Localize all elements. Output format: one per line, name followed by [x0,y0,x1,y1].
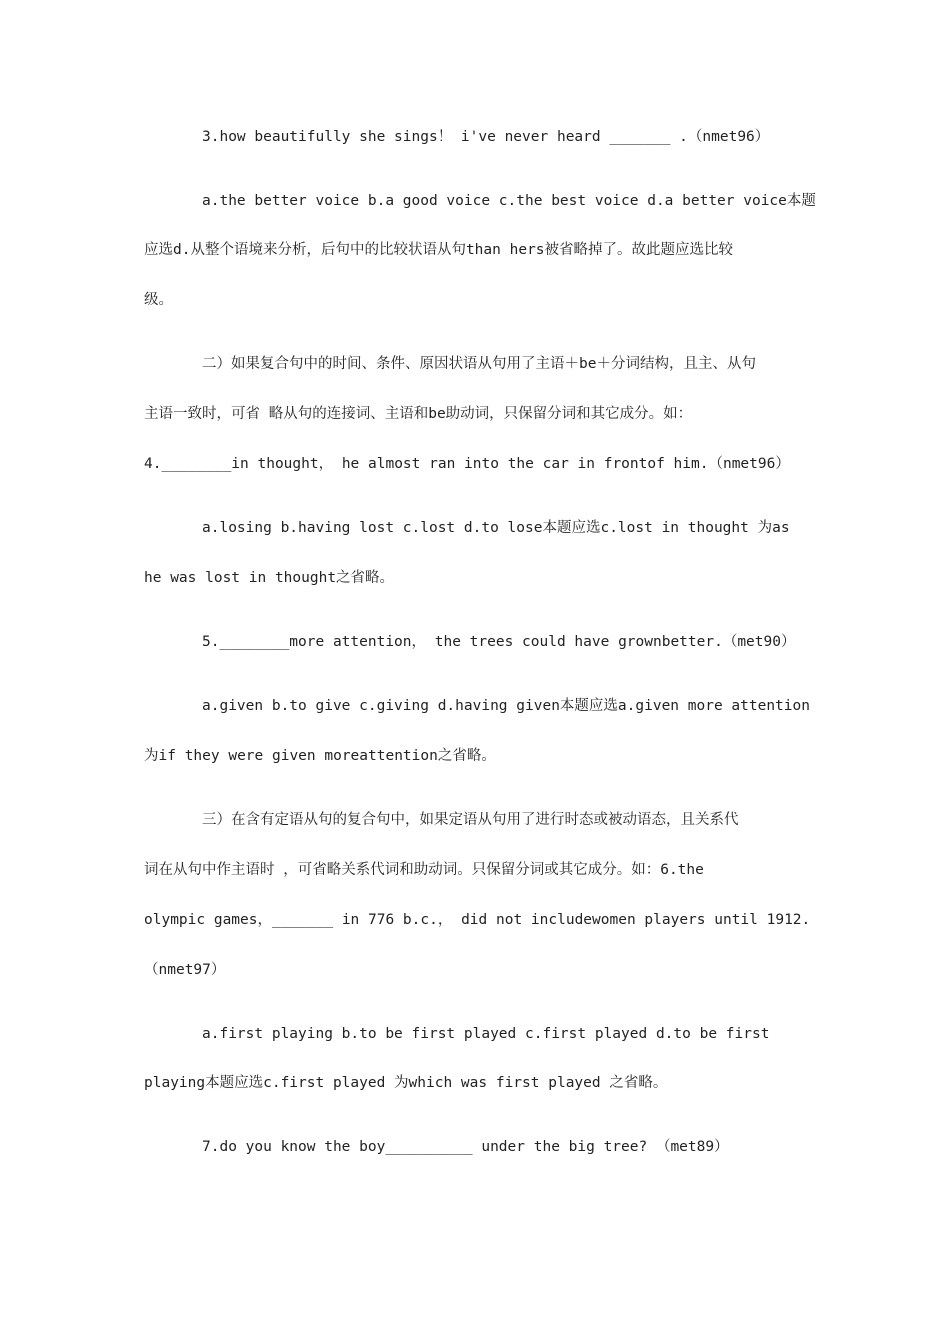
question-5: 5.________more attention， the trees could have grownbetter.（met90） [202,634,796,650]
rule-2-continued: 主语一致时，可省 略从句的连接词、主语和be助动词，只保留分词和其它成分。如： [144,406,693,422]
question-4-options: a.losing b.having lost c.lost d.to lose本题应选c.lost in thought 为as [202,520,790,536]
question-3-options: a.the better voice b.a good voice c.the best voice d.a better voice本题 [202,193,816,209]
question-3-explanation-end: 级。 [144,292,173,308]
question-6: olympic games，_______ in 776 b.c.， did not includewomen players until 1912. [144,912,811,928]
question-3: 3.how beautifully she sings！ i've never heard _______ .（nmet96） [202,129,770,145]
question-6-source: （nmet97） [144,962,226,978]
rule-2-heading: 二）如果复合句中的时间、条件、原因状语从句用了主语＋be＋分词结构，且主、从句 [202,356,756,372]
question-4-explanation: he was lost in thought之省略。 [144,570,395,586]
rule-3-heading: 三）在含有定语从句的复合句中，如果定语从句用了进行时态或被动语态，且关系代 [202,812,739,828]
question-4: 4.________in thought， he almost ran into the car in frontof him.（nmet96） [144,456,790,472]
rule-3-continued: 词在从句中作主语时 ，可省略关系代词和助动词。只保留分词或其它成分。如：6.the [144,862,704,878]
question-3-explanation: 应选d.从整个语境来分析，后句中的比较状语从句than hers被省略掉了。故此题应选比较 [144,242,734,258]
question-5-explanation: 为if they were given moreattention之省略。 [144,748,496,764]
question-7: 7.do you know the boy__________ under the big tree? （met89） [202,1139,729,1155]
question-5-options: a.given b.to give c.giving d.having given本题应选a.given more attention [202,698,810,714]
question-6-explanation: playing本题应选c.first played 为which was first played 之省略。 [144,1075,668,1091]
question-6-options: a.first playing b.to be first played c.first played d.to be first [202,1026,770,1042]
